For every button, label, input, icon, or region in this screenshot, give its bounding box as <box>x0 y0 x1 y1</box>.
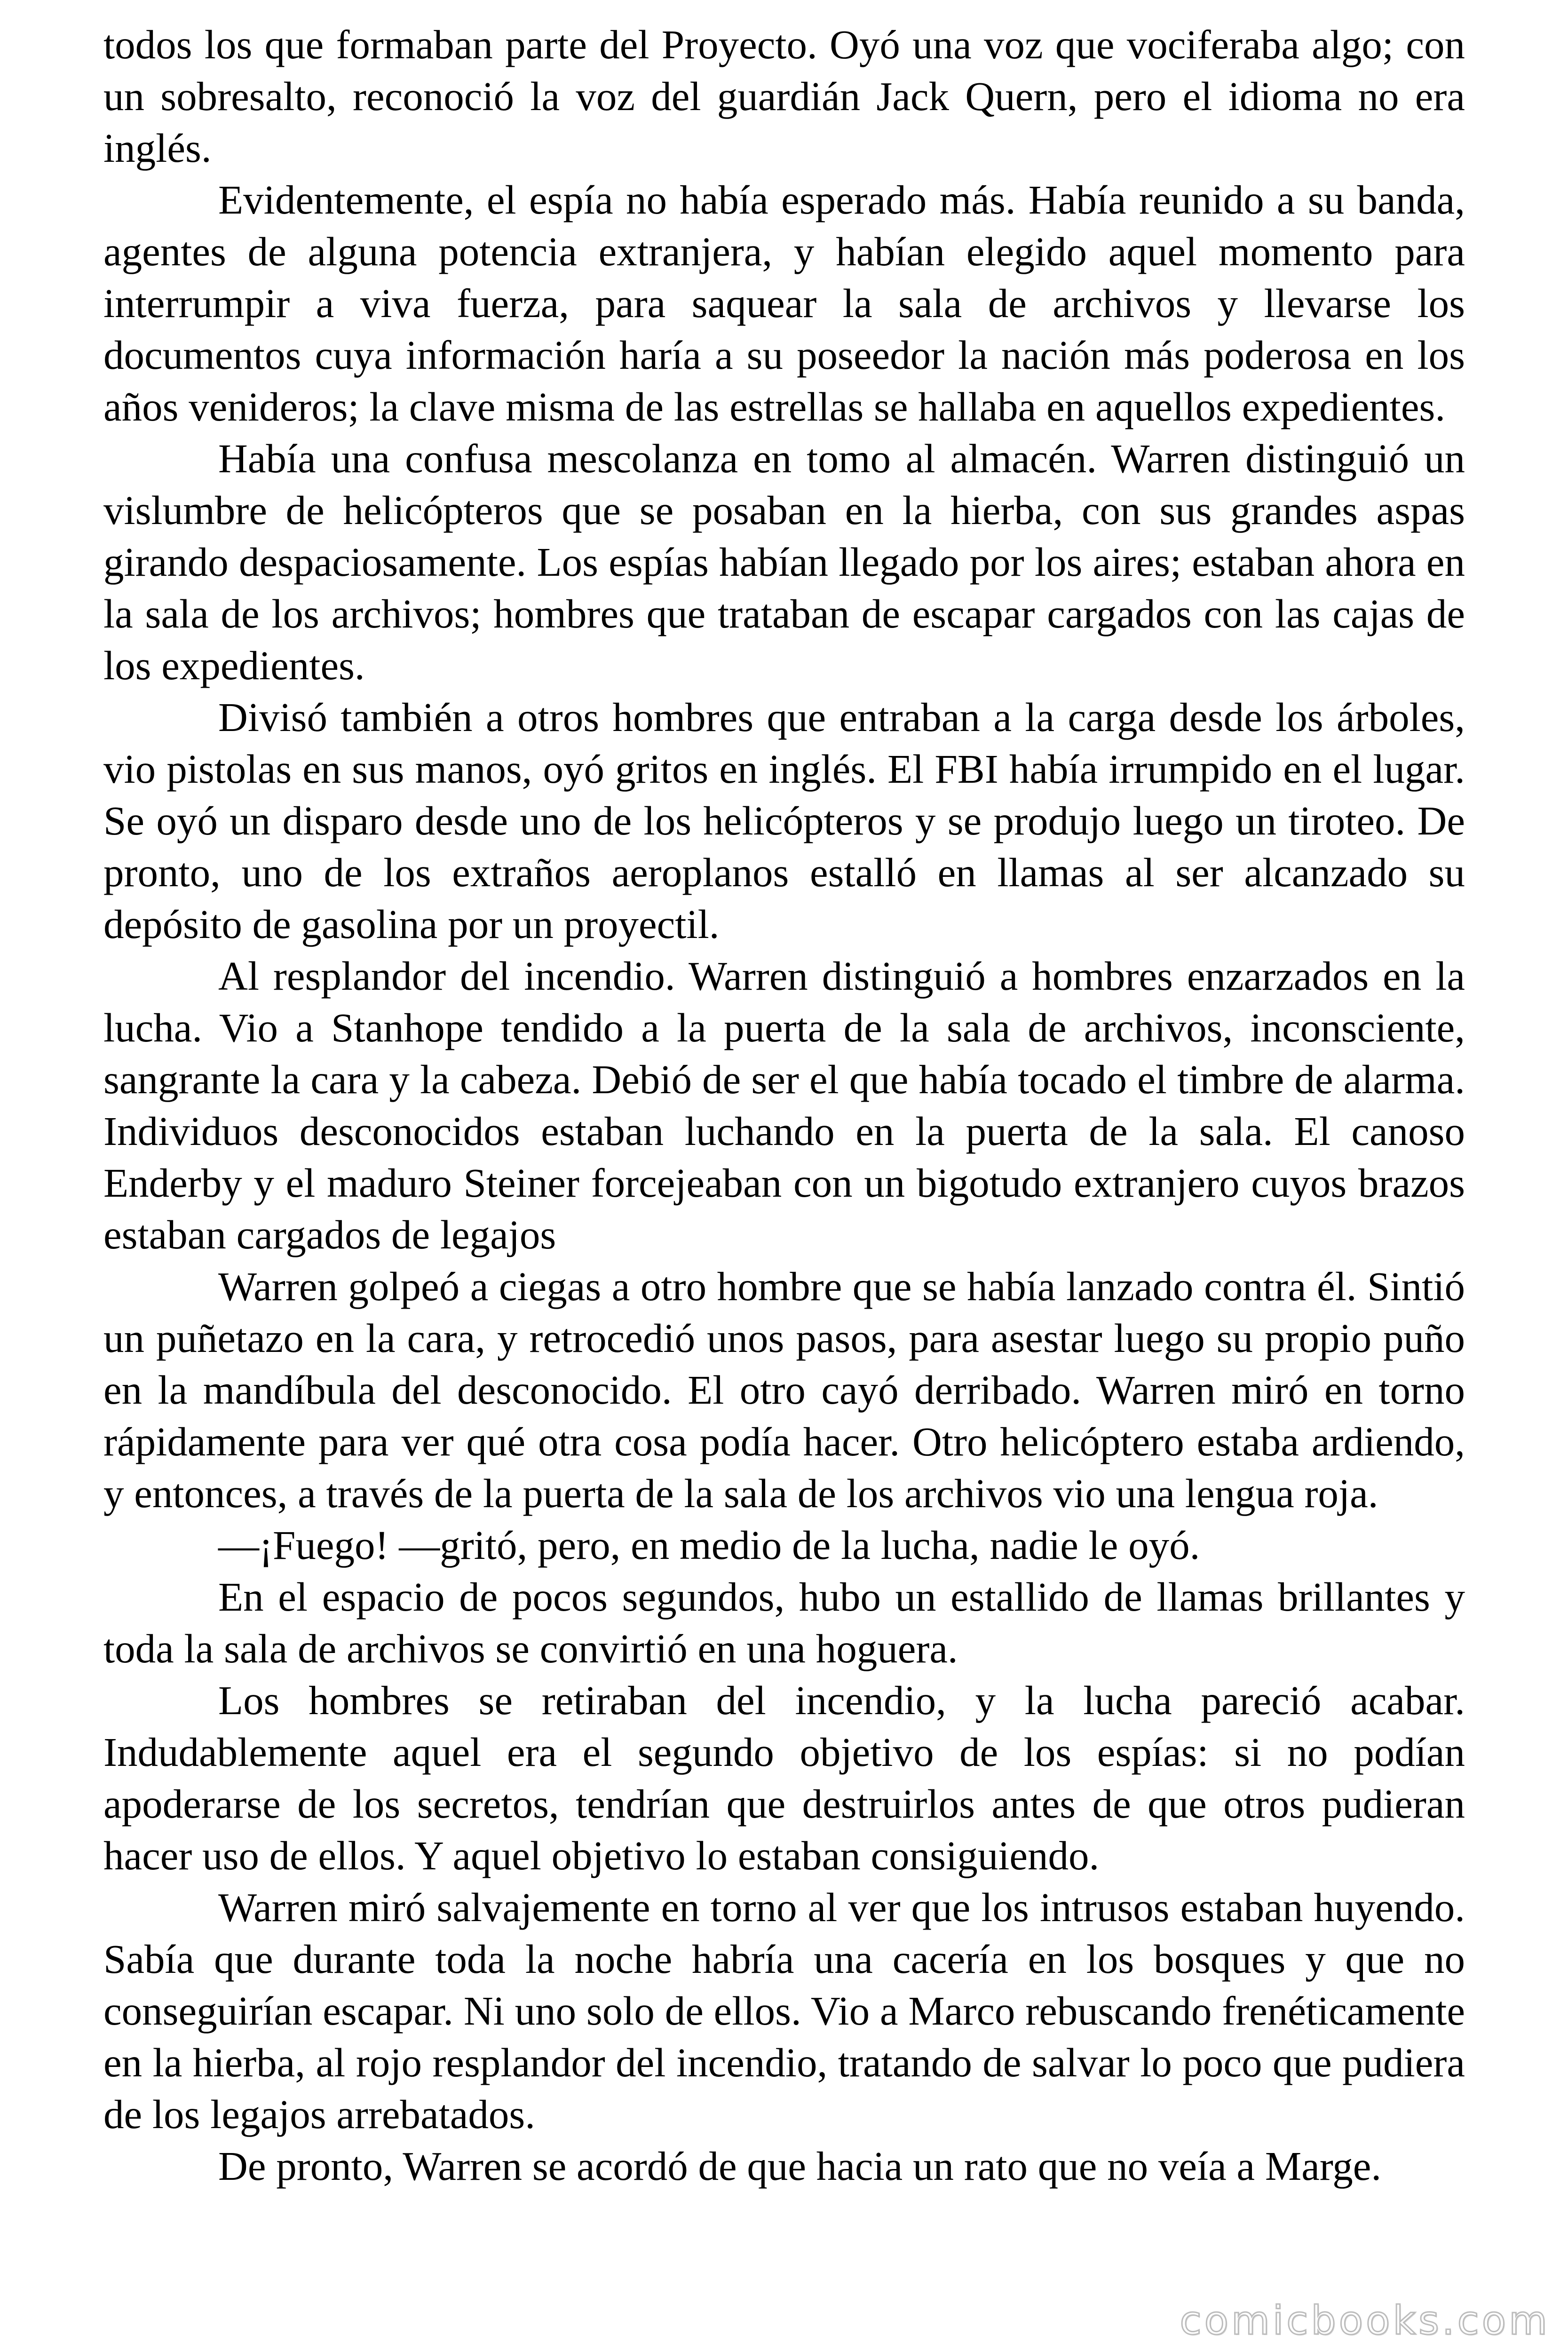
paragraph-4: Divisó también a otros hombres que entraban a la carga desde los árboles, vio pistolas en sus manos, oyó gritos en inglés. El FBI había irrumpido en el lugar. Se oyó un disparo desde uno de los helicópteros y se produjo luego un tiroteo. De pronto, uno de los extraños aeroplanos estalló en llamas al ser alcanzado su depósito de gasolina por un proyectil. <box>103 694 1465 947</box>
paragraph-11: De pronto, Warren se acordó de que hacia un rato que no veía a Marge. <box>218 2143 1382 2189</box>
paragraph-1: todos los que formaban parte del Proyecto. Oyó una voz que vociferaba algo; con un sobresalto, reconoció la voz del guardián Jack Quern, pero el idioma no era inglés. <box>103 22 1465 171</box>
paragraph-6: Warren golpeó a ciegas a otro hombre que se había lanzado contra él. Sintió un puñetazo en la cara, y retrocedió unos pasos, para asestar luego su propio puño en la mandíbula del desconocido. El otro cayó derribado. Warren miró en torno rápidamente para ver qué otra cosa podía hacer. Otro helicóptero estaba ardiendo, y entonces, a través de la puerta de la sala de los archivos vio una lengua roja. <box>103 1263 1465 1516</box>
paragraph-5: Al resplandor del incendio. Warren distinguió a hombres enzarzados en la lucha. Vio a Stanhope tendido a la puerta de la sala de archivos, inconsciente, sangrante la cara y la cabeza. Debió de ser el que había tocado el timbre de alarma. Individuos desconocidos estaban luchando en la puerta de la sala. El canoso Enderby y el maduro Steiner forcejeaban con un bigotudo extranjero cuyos brazos estaban cargados de legajos <box>103 953 1465 1257</box>
page-body <box>103 19 1465 2192</box>
paragraph-8: En el espacio de pocos segundos, hubo un estallido de llamas brillantes y toda la sala de archivos se convirtió en una hoguera. <box>103 1574 1465 1671</box>
paragraph-2: Evidentemente, el espía no había esperado más. Había reunido a su banda, agentes de alguna potencia extranjera, y habían elegido aquel momento para interrumpir a viva fuerza, para saquear la sala de archivos y llevarse los documentos cuya información haría a su poseedor la nación más poderosa en los años venideros; la clave misma de las estrellas se hallaba en aquellos expedientes. <box>103 177 1465 429</box>
paragraph-3: Había una confusa mescolanza en tomo al almacén. Warren distinguió un vislumbre de helicópteros que se posaban en la hierba, con sus grandes aspas girando despaciosamente. Los espías habían llegado por los aires; estaban ahora en la sala de los archivos; hombres que trataban de escapar cargados con las cajas de los expedientes. <box>103 436 1465 688</box>
paragraph-7: —¡Fuego! —gritó, pero, en medio de la lucha, nadie le oyó. <box>218 1522 1200 1568</box>
paragraph-9: Los hombres se retiraban del incendio, y la lucha pareció acabar. Indudablemente aquel era el segundo objetivo de los espías: si no podían apoderarse de los secretos, tendrían que destruirlos antes de que otros pudieran hacer uso de ellos. Y aquel objetivo lo estaban consiguiendo. <box>103 1677 1465 1878</box>
paragraph-10: Warren miró salvajemente en torno al ver que los intrusos estaban huyendo. Sabía que durante toda la noche habría una cacería en los bosques y que no conseguirían escapar. Ni uno solo de ellos. Vio a Marco rebuscando frenéticamente en la hierba, al rojo resplandor del incendio, tratando de salvar lo poco que pudiera de los legajos arrebatados. <box>103 1884 1465 2137</box>
watermark: comicbooks.com <box>1180 2297 1550 2344</box>
